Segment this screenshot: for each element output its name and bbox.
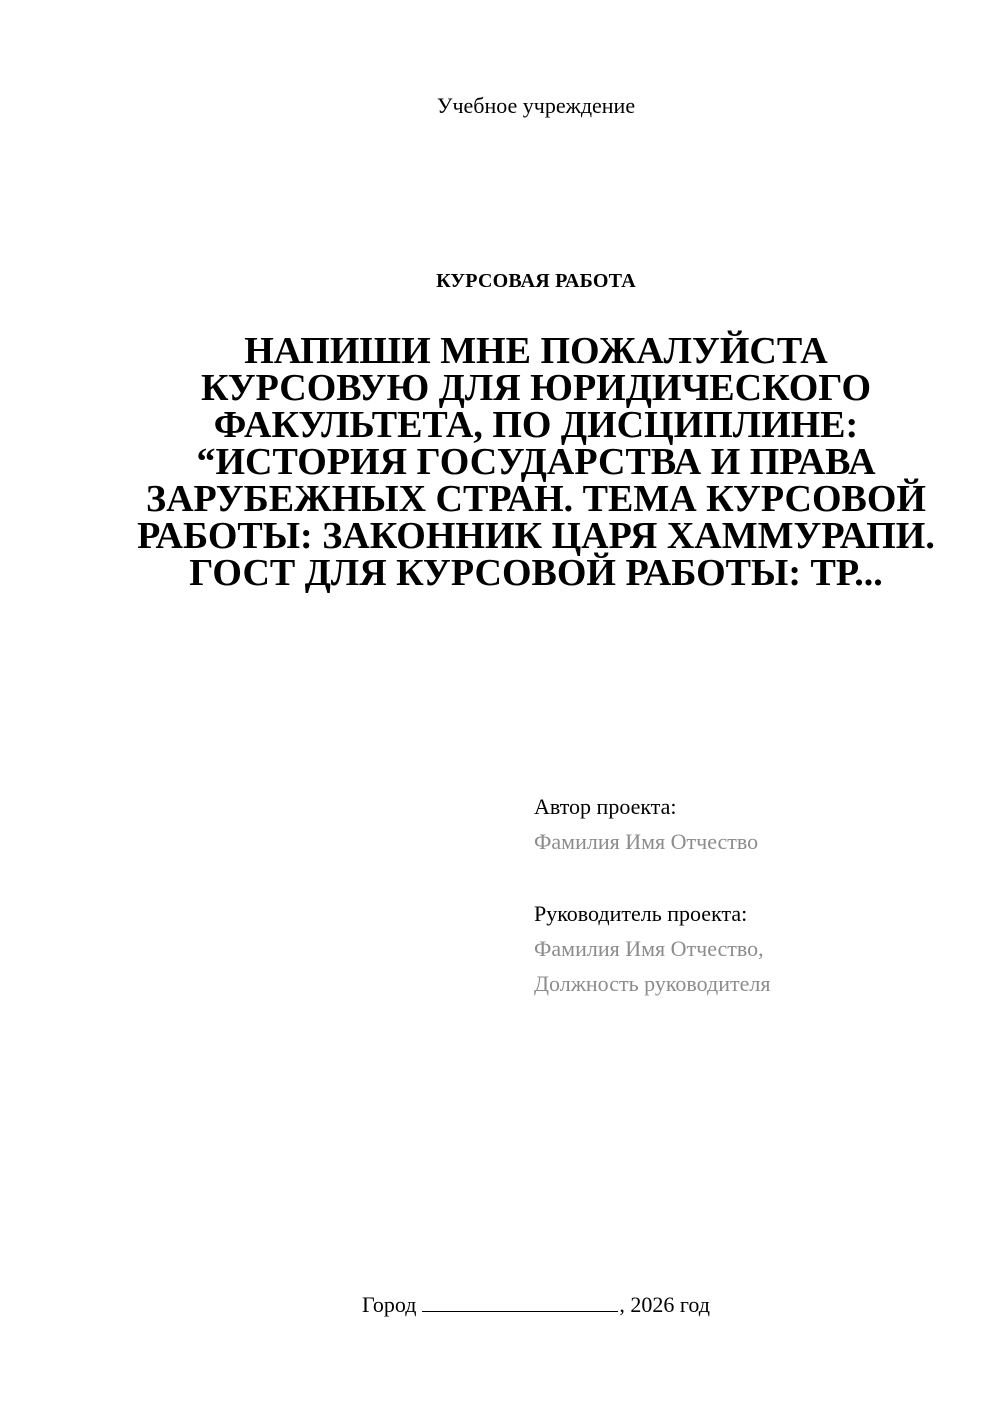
- document-title: НАПИШИ МНЕ ПОЖАЛУЙСТА КУРСОВУЮ ДЛЯ ЮРИДИЧЕСКОГО ФАКУЛЬТЕТА, ПО ДИСЦИПЛИНЕ: “ИСТОРИЯ ГОСУДАРСТВА И ПРАВА ЗАРУБЕЖНЫХ СТРАН. ТЕМА КУРСОВОЙ РАБОТЫ: ЗАКОННИК ЦАРЯ ХАММУРАПИ. ГОСТ ДЛЯ КУРСОВОЙ РАБОТЫ: ТР...: [137, 330, 935, 594]
- year-text: , 2026 год: [619, 1292, 710, 1317]
- author-label: Автор проекта:: [534, 794, 677, 819]
- spacer: [534, 859, 954, 896]
- author-name-placeholder: Фамилия Имя Отчество: [534, 829, 759, 854]
- supervisor-position-placeholder: Должность руководителя: [534, 971, 771, 996]
- city-blank-line: [422, 1291, 618, 1312]
- institution-name: Учебное учреждение: [436, 93, 636, 118]
- supervisor-label: Руководитель проекта:: [534, 901, 748, 926]
- city-label: Город: [362, 1292, 417, 1317]
- credits-block: [534, 789, 954, 1001]
- document-type: КУРСОВАЯ РАБОТА: [436, 270, 636, 292]
- city-year-line: [0, 1291, 1000, 1319]
- supervisor-name-placeholder: Фамилия Имя Отчество,: [534, 936, 764, 961]
